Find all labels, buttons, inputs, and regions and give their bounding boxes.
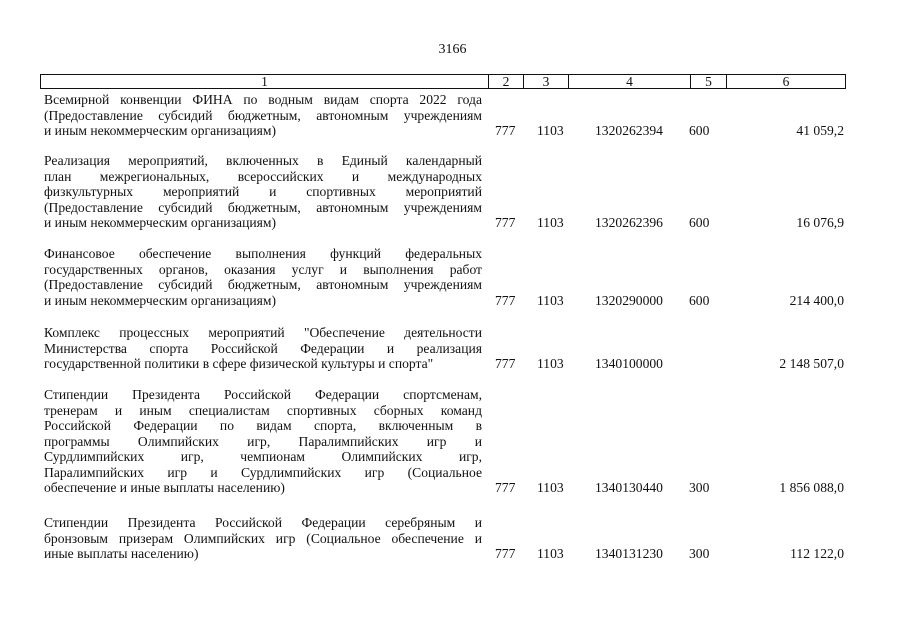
- description-line: (Предоставление субсидий бюджетным, автономным учреждениям: [44, 277, 482, 292]
- row-description: [44, 325, 482, 372]
- description-line: Комплекс процессных мероприятий "Обеспечение деятельности: [44, 325, 482, 340]
- page-number: 3166: [438, 42, 467, 57]
- cell-col5: 600: [689, 215, 710, 230]
- cell-col2: 777: [495, 480, 516, 495]
- cell-col5: 300: [689, 480, 710, 495]
- description-line: обеспечение и иные выплаты населению): [44, 480, 285, 495]
- description-line: план межрегиональных, всероссийских и международных: [44, 168, 482, 184]
- column-header-5: 5: [691, 75, 727, 88]
- description-line: тренерам и иным специалистам спортивных сборных команд: [44, 402, 482, 418]
- description-line: государственной политики в сфере физической культуры и спорта": [44, 356, 434, 371]
- cell-col4: 1340130440: [595, 480, 663, 495]
- cell-col2: 777: [495, 356, 516, 371]
- description-line: бронзовым призерам Олимпийских игр (Социальное обеспечение и: [44, 530, 482, 546]
- column-header-4: 4: [569, 75, 691, 88]
- description-line: Стипендии Президента Российской Федерации серебряным и: [44, 515, 482, 530]
- cell-col3: 1103: [537, 292, 564, 308]
- cell-col6: 1 856 088,0: [779, 480, 844, 495]
- cell-col4: 1340100000: [595, 356, 663, 371]
- row-description: [44, 92, 482, 139]
- row-description: [44, 515, 482, 562]
- cell-col6: 214 400,0: [789, 292, 844, 308]
- description-line: Стипендии Президента Российской Федерации спортсменам,: [44, 387, 482, 402]
- cell-col5: 300: [689, 546, 710, 561]
- table-row: [44, 325, 844, 372]
- description-line: программы Олимпийских игр, Паралимпийских игр и: [44, 433, 482, 449]
- cell-col2: 777: [495, 546, 516, 561]
- cell-col6: 41 059,2: [796, 123, 844, 138]
- description-line: (Предоставление субсидий бюджетным, автономным учреждениям: [44, 107, 482, 123]
- description-line: Министерства спорта Российской Федерации и реализация: [44, 340, 482, 356]
- cell-col3: 1103: [537, 546, 564, 561]
- description-line: и иным некоммерческим организациям): [44, 123, 277, 138]
- table-row: [44, 153, 844, 231]
- description-line: Паралимпийских игр и Сурдлимпийских игр (Социальное: [44, 464, 482, 480]
- cell-col4: 1320262396: [595, 215, 663, 230]
- cell-col3: 1103: [537, 123, 564, 138]
- cell-col5: 600: [689, 123, 710, 138]
- description-line: государственных органов, оказания услуг и выполнения работ: [44, 261, 482, 277]
- cell-col4: 1320262394: [595, 123, 663, 138]
- cell-col3: 1103: [537, 480, 564, 495]
- cell-col2: 777: [495, 123, 516, 138]
- description-line: и иным некоммерческим организациям): [44, 215, 277, 230]
- description-line: иные выплаты населению): [44, 546, 199, 561]
- description-line: Реализация мероприятий, включенных в Единый календарный: [44, 153, 482, 168]
- column-header-6: 6: [782, 74, 790, 89]
- cell-col6: 112 122,0: [790, 546, 844, 561]
- cell-col2: 777: [495, 215, 516, 230]
- cell-col3: 1103: [537, 215, 564, 230]
- cell-col2: 777: [495, 292, 516, 308]
- table-row: [44, 246, 844, 308]
- cell-col3: 1103: [537, 356, 564, 371]
- table-row: [44, 387, 844, 496]
- cell-col6: 16 076,9: [796, 215, 844, 230]
- cell-col4: 1340131230: [595, 546, 663, 561]
- description-line: Сурдлимпийских игр, чемпионам Олимпийских игр,: [44, 449, 482, 464]
- column-header-2: 2: [489, 75, 524, 88]
- description-line: (Предоставление субсидий бюджетным, автономным учреждениям: [44, 199, 482, 215]
- row-description: [44, 246, 482, 308]
- table-row: [44, 515, 844, 562]
- table-row: [44, 92, 844, 139]
- column-header-1: 1: [41, 75, 489, 88]
- description-line: Российской Федерации по видам спорта, включенным в: [44, 418, 482, 433]
- description-line: физкультурных мероприятий и спортивных мероприятий: [44, 184, 482, 199]
- table-header: [40, 74, 846, 89]
- description-line: Финансовое обеспечение выполнения функций федеральных: [44, 246, 482, 261]
- cell-col6: 2 148 507,0: [779, 356, 844, 371]
- row-description: [44, 153, 482, 231]
- description-line: Всемирной конвенции ФИНА по водным видам спорта 2022 года: [44, 92, 482, 107]
- row-description: [44, 387, 482, 496]
- cell-col4: 1320290000: [595, 292, 663, 308]
- cell-col5: 600: [689, 292, 710, 308]
- column-header-3: 3: [524, 75, 569, 88]
- description-line: и иным некоммерческим организациям): [44, 292, 277, 308]
